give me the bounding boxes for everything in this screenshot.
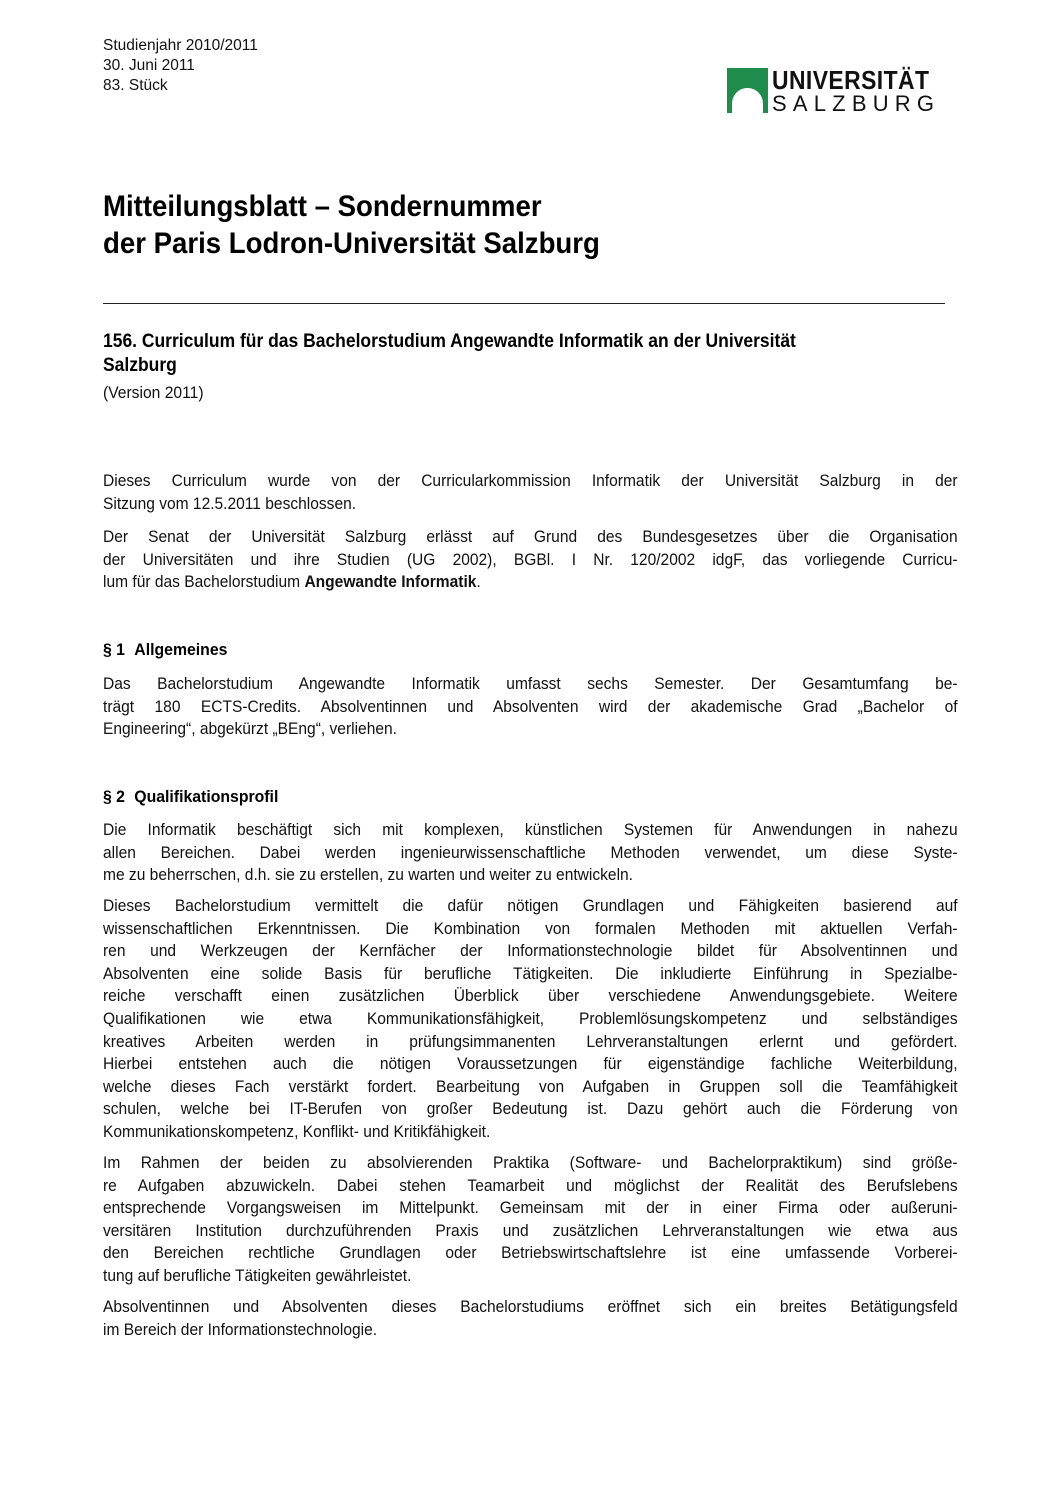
text-line: reiche verschafft einen zusätzlichen Überblick über verschiedene Anwendungsgebiete. Weitere bbox=[103, 986, 958, 1006]
text-line: Die Informatik beschäftigt sich mit komplexen, künstlichen Systemen für Anwendungen in nahezu bbox=[103, 820, 958, 839]
section-2-paragraph-1 bbox=[103, 819, 958, 887]
issue-number: 83. Stück bbox=[103, 77, 168, 94]
text-line: Im Rahmen der beiden zu absolvierenden Praktika (Software- und Bachelorpraktikum) sind größe- bbox=[103, 1153, 958, 1172]
section-1-paragraph-1 bbox=[103, 673, 958, 741]
document-heading bbox=[103, 330, 958, 378]
section-number: § 2 bbox=[103, 787, 125, 806]
text-line: Absolventen eine solide Basis für berufliche Tätigkeiten. Die inkludierte Einführung in Spezialbe- bbox=[103, 963, 958, 983]
text-line: kreatives Arbeiten werden in prüfungsimmanenten Lehrveranstaltungen erlernt und gefördert. bbox=[103, 1031, 958, 1051]
academic-year: Studienjahr 2010/2011 bbox=[103, 37, 258, 54]
text-line: tung auf berufliche Tätigkeiten gewährleistet. bbox=[103, 1265, 412, 1285]
text-line: ren und Werkzeugen der Kernfächer der Informationstechnologie bildet für Absolventinnen und bbox=[103, 941, 958, 961]
logo-text-salzburg: SALZBURG bbox=[772, 91, 941, 116]
logo-text-universitaet: UNIVERSITÄT bbox=[772, 65, 930, 95]
issue-metadata bbox=[103, 36, 258, 96]
text-line: im Bereich der Informationstechnologie. bbox=[103, 1319, 378, 1339]
document-heading-line-1: 156. Curriculum für das Bachelorstudium Angewandte Informatik an der Universität bbox=[103, 331, 796, 352]
document-version: (Version 2011) bbox=[103, 383, 204, 402]
arch-logo-icon bbox=[727, 68, 768, 113]
text-line: Kommunikationskompetenz, Konflikt- und Kritikfähigkeit. bbox=[103, 1121, 491, 1141]
text-line: Der Senat der Universität Salzburg erlässt auf Grund des Bundesgesetzes über die Organisation bbox=[103, 527, 958, 546]
page-title-line-1: Mitteilungsblatt – Sondernummer bbox=[103, 190, 542, 223]
text-line: trägt 180 ECTS-Credits. Absolventinnen und Absolventen wird der akademische Grad „Bachelor of bbox=[103, 696, 958, 716]
title-divider bbox=[103, 303, 945, 304]
text-line bbox=[103, 571, 958, 594]
text-line: re Aufgaben abzuwickeln. Dabei stehen Teamarbeit und möglichst der Realität des Berufslebens bbox=[103, 1175, 958, 1195]
text-line: Absolventinnen und Absolventen dieses Bachelorstudiums eröffnet sich ein breites Betätigungsfeld bbox=[103, 1297, 958, 1316]
text-line: Qualifikationen wie etwa Kommunikationsfähigkeit, Problemlösungskompetenz und selbständiges bbox=[103, 1008, 958, 1028]
section-heading-1 bbox=[103, 640, 227, 660]
section-number: § 1 bbox=[103, 640, 125, 659]
section-2-paragraph-2 bbox=[103, 895, 958, 1144]
text-line: schulen, welche bei IT-Berufen von großer Bedeutung ist. Dazu gehört auch die Förderung von bbox=[103, 1099, 958, 1119]
text-line: Dieses Bachelorstudium vermittelt die dafür nötigen Grundlagen und Fähigkeiten basierend auf bbox=[103, 896, 958, 915]
text-line: der Universitäten und ihre Studien (UG 2002), BGBl. I Nr. 120/2002 idgF, das vorliegende Curricu- bbox=[103, 549, 958, 569]
section-title: Qualifikationsprofil bbox=[134, 787, 279, 806]
text-line: Hierbei entstehen auch die nötigen Voraussetzungen für eigenständige fachliche Weiterbildung, bbox=[103, 1054, 958, 1074]
intro-paragraph-2 bbox=[103, 526, 958, 594]
text-line: welche dieses Fach verstärkt fordert. Bearbeitung von Aufgaben in Gruppen soll die Teamfähigkeit bbox=[103, 1076, 958, 1096]
text-line: me zu beherrschen, d.h. sie zu erstellen, zu warten und weiter zu entwickeln. bbox=[103, 865, 634, 885]
text-fragment: lum für das Bachelorstudium bbox=[103, 572, 305, 592]
section-heading-2 bbox=[103, 787, 278, 807]
program-name: Angewandte Informatik bbox=[304, 572, 477, 592]
text-line: Dieses Curriculum wurde von der Curricularkommission Informatik der Universität Salzburg in der bbox=[103, 471, 958, 490]
intro-paragraph-1 bbox=[103, 470, 958, 515]
page-title-line-2: der Paris Lodron-Universität Salzburg bbox=[103, 227, 600, 260]
section-2-paragraph-4 bbox=[103, 1296, 958, 1341]
document-heading-line-2: Salzburg bbox=[103, 355, 177, 376]
text-line: den Bereichen rechtliche Grundlagen oder Betriebswirtschaftslehre ist eine umfassende Vorberei- bbox=[103, 1243, 958, 1263]
page-title bbox=[103, 188, 600, 262]
section-2-paragraph-3 bbox=[103, 1152, 958, 1288]
text-line: wissenschaftlichen Erkenntnissen. Die Kombination von formalen Methoden mit aktuellen Verfah- bbox=[103, 918, 958, 938]
text-line: Das Bachelorstudium Angewandte Informatik umfasst sechs Semester. Der Gesamtumfang be- bbox=[103, 674, 958, 693]
text-fragment: . bbox=[476, 572, 481, 592]
text-line: allen Bereichen. Dabei werden ingenieurwissenschaftliche Methoden verwendet, um diese Syste- bbox=[103, 842, 958, 862]
issue-date: 30. Juni 2011 bbox=[103, 57, 195, 74]
text-line: Engineering“, abgekürzt „BEng“, verliehen. bbox=[103, 719, 397, 739]
text-line: entsprechende Vorgangsweisen im Mittelpunkt. Gemeinsam mit der in einer Firma oder außeruni- bbox=[103, 1198, 958, 1218]
text-line: Sitzung vom 12.5.2011 beschlossen. bbox=[103, 493, 357, 513]
text-line: versitären Institution durchzuführenden Praxis und zusätzlichen Lehrveranstaltungen wie etwa aus bbox=[103, 1220, 958, 1240]
section-title: Allgemeines bbox=[134, 640, 228, 659]
university-logo bbox=[727, 65, 941, 118]
